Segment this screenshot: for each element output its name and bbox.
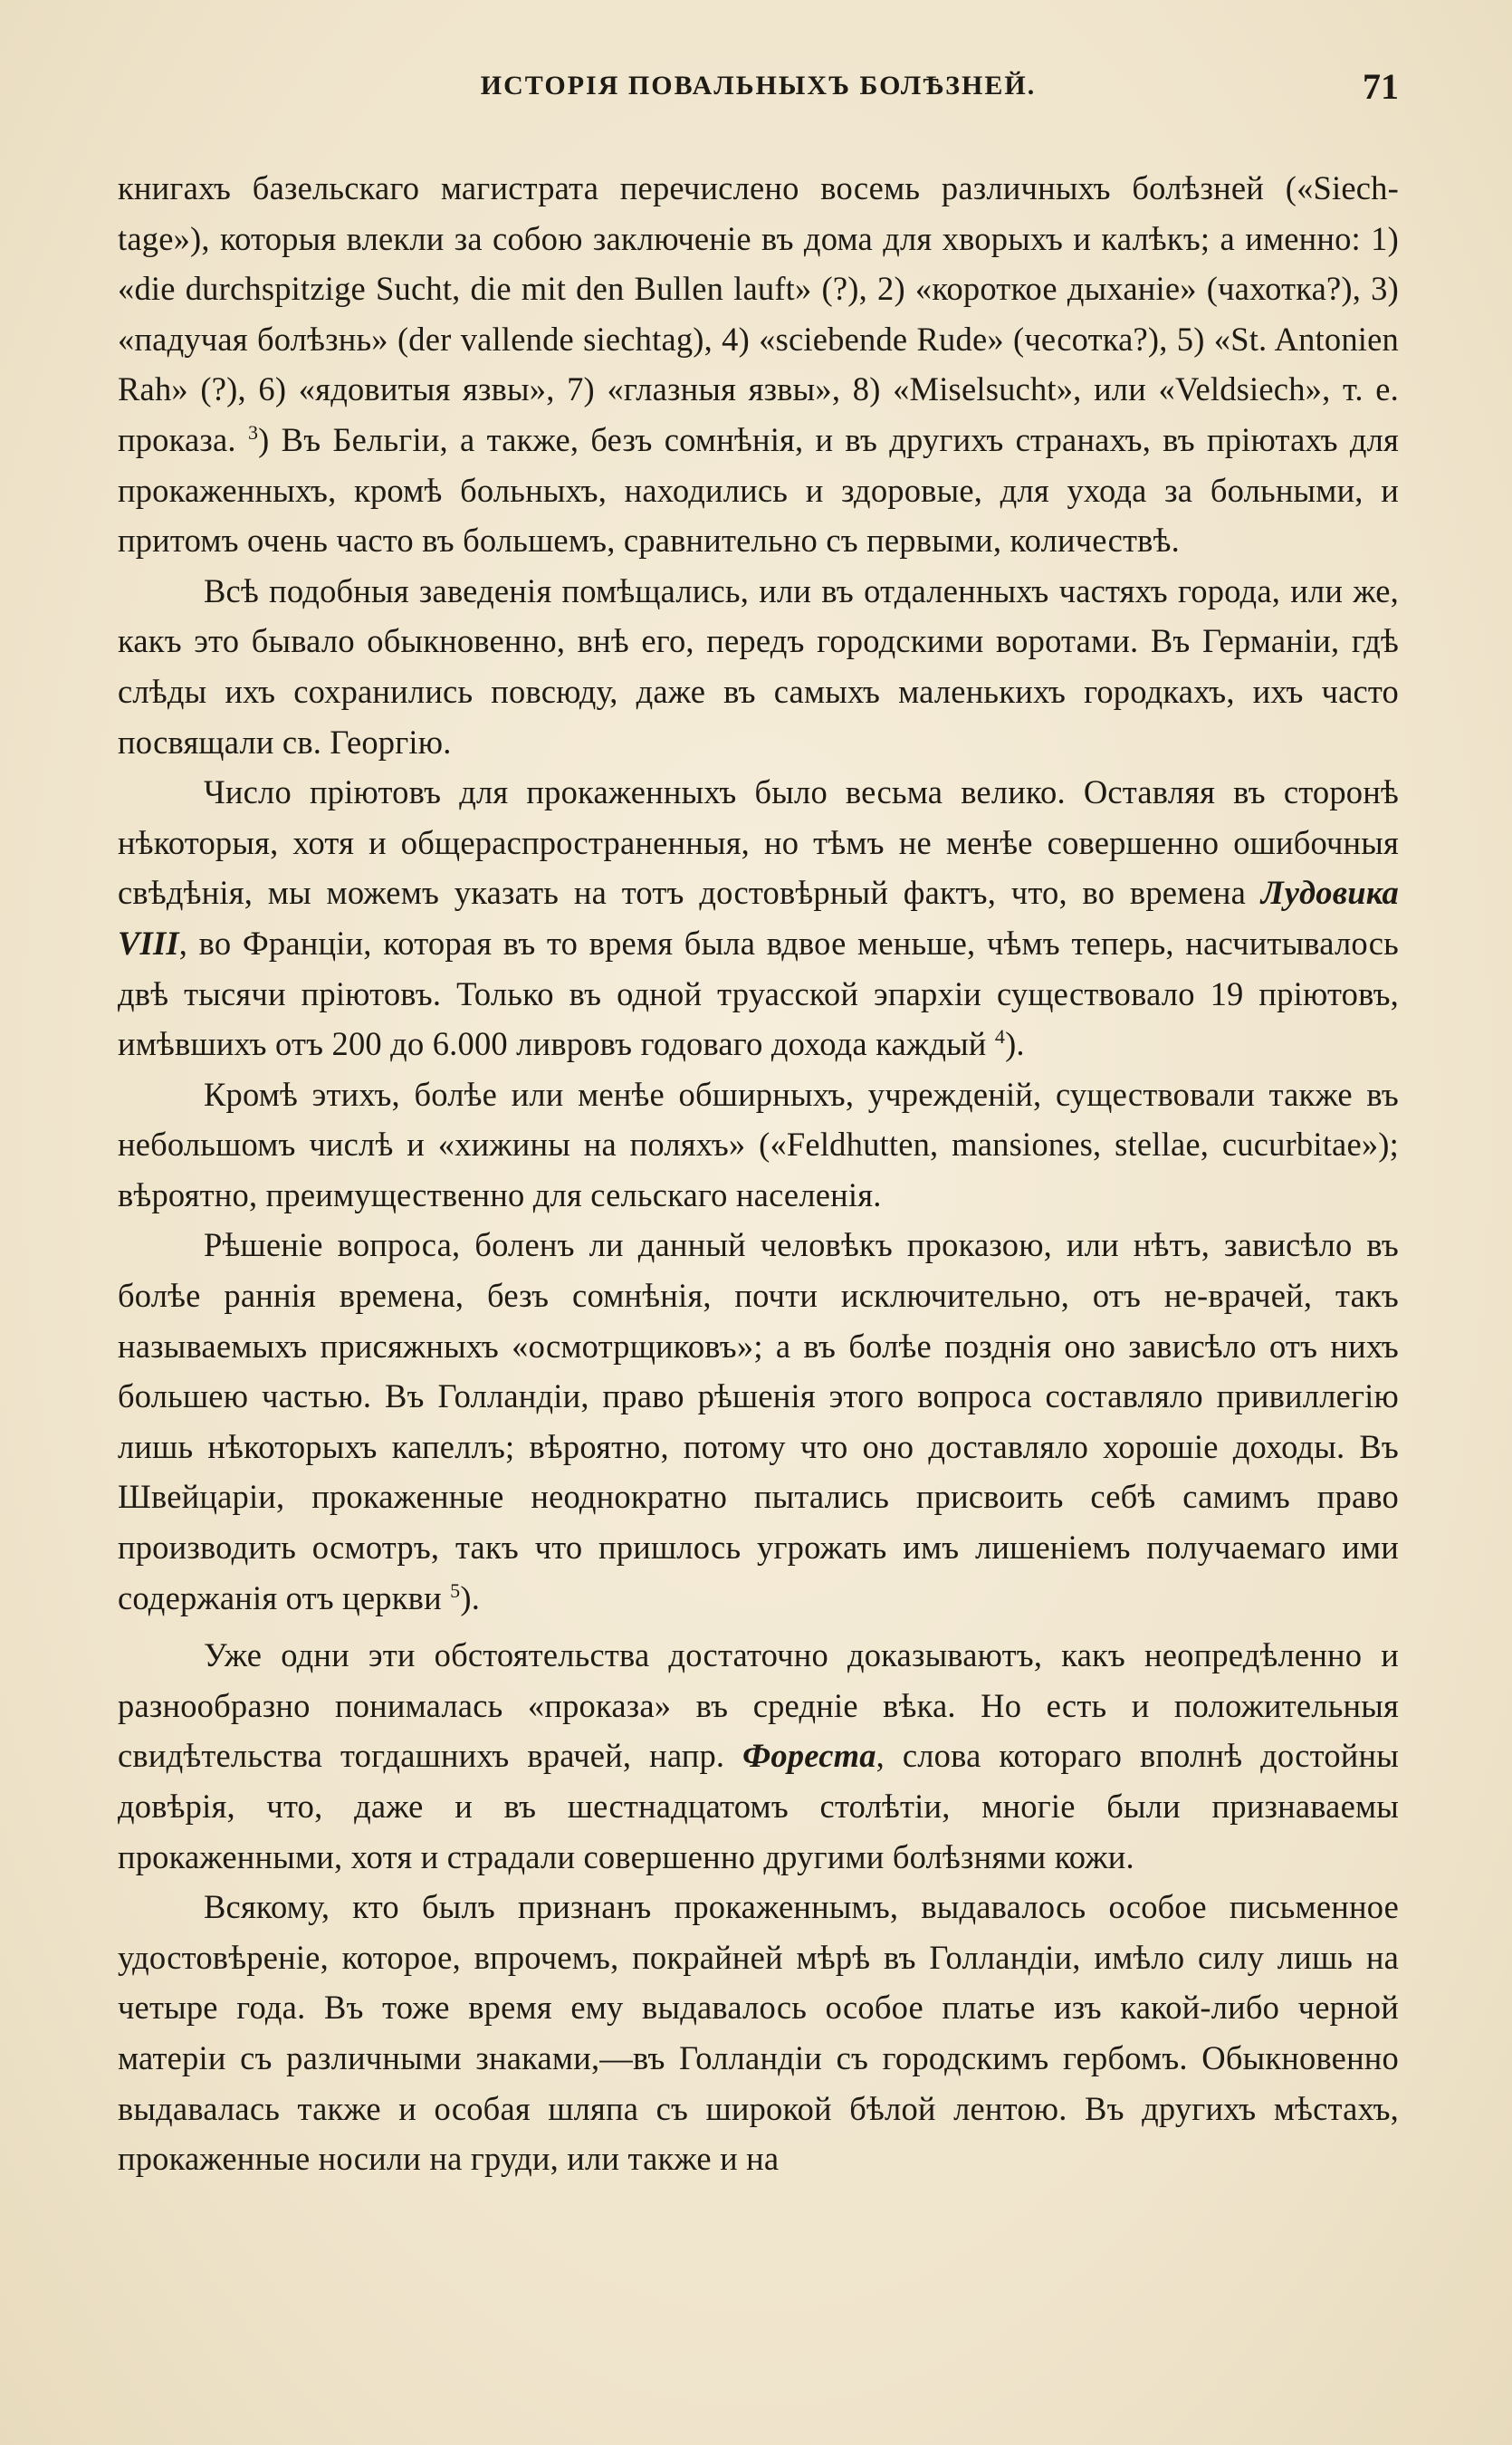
page-number: 71: [1363, 66, 1399, 107]
paragraph-4: [118, 1069, 1399, 1221]
paragraph-5: [118, 1220, 1399, 1623]
body-text: [118, 163, 1399, 2184]
paragraph-text: Уже одни эти обстоятельства достаточно доказываютъ, какъ неопредѣленно и разнообразно понималась «проказа» въ средніе вѣка. Но есть и положительныя свидѣтельства тогдашнихъ врачей, напр.: [118, 1636, 1399, 1775]
paragraph-text: , слова котораго вполнѣ достойны довѣрія, что, даже и въ шестнадцатомъ столѣтіи, многіе были признаваемы прокаженными, хотя и страдали совершенно другими болѣзнями кожи.: [118, 1737, 1399, 1875]
footnote-ref: 5: [450, 1578, 461, 1602]
paragraph-text: ) Въ Бельгіи, а также, безъ сомнѣнія, и въ другихъ странахъ, въ пріютахъ для прокаженныхъ, кромѣ больныхъ, находились и здоровые, для ухода за больными, и притомъ очень часто въ большемъ, сравнительно съ первыми, количествѣ.: [118, 420, 1399, 560]
paragraph-text: Всякому, кто былъ признанъ прокаженнымъ, выдавалось особое письменное удостовѣреніе, которое, впрочемъ, покрайней мѣрѣ въ Голландіи, имѣло силу лишь на четыре года. Въ тоже время ему выдавалось особое платье изъ какой-либо черной матеріи съ различными знаками,—въ Голландіи съ городскимъ гербомъ. Обыкновенно выдавалась также и особая шляпа съ широкой бѣлой лентою. Въ другихъ мѣстахъ, прокаженные носили на груди, или также и на: [118, 1888, 1399, 2178]
page-header: [118, 66, 1399, 116]
paragraph-6: [118, 1630, 1399, 1882]
running-title: ИСТОРІЯ ПОВАЛЬНЫХЪ БОЛѢЗНЕЙ.: [480, 71, 1037, 101]
paragraph-text: ).: [460, 1578, 481, 1616]
paragraph-text: , во Франціи, которая въ то время была вдвое меньше, чѣмъ теперь, насчитывалось двѣ тысячи пріютовъ. Только въ одной труасской эпархіи существовало 19 пріютовъ, имѣвшихъ отъ 200 до 6.000 ливровъ годоваго дохода каждый: [118, 924, 1399, 1063]
footnote-ref: 3: [247, 420, 259, 444]
paragraph-text: Число пріютовъ для прокаженныхъ было весьма велико. Оставляя въ сторонѣ нѣкоторыя, хотя и общераспространенныя, но тѣмъ не менѣе совершенно ошибочныя свѣдѣнія, мы можемъ указать на тотъ достовѣрный фактъ, что, во времена: [118, 773, 1399, 912]
person-name: Лудовика VIII: [118, 874, 1399, 962]
paragraph-1: [118, 163, 1399, 566]
paragraph-text: Рѣшеніе вопроса, боленъ ли данный человѣкъ проказою, или нѣтъ, зависѣло въ болѣе раннія времена, безъ сомнѣнія, почти исключительно, отъ не-врачей, такъ называемыхъ присяжныхъ «осмотрщиковъ»; а въ болѣе позднія оно зависѣло отъ нихъ большею частью. Въ Голландіи, право рѣшенія этого вопроса составляло привиллегію лишь нѣкоторыхъ капеллъ; вѣроятно, потому что оно доставляло хорошіе доходы. Въ Швейцаріи, прокаженные неоднократно пытались присвоить себѣ самимъ право производить осмотръ, такъ что пришлось угрожать имъ лишеніемъ получаемаго ими содержанія отъ церкви: [118, 1226, 1399, 1616]
paragraph-text: книгахъ базельскаго магистрата перечислено восемь различныхъ болѣзней («Siech-tage»), которыя влекли за собою заключеніе въ дома для хворыхъ и калѣкъ; а именно: 1) «die durchspitzige Sucht, die mit den Bullen lauft» (?), 2) «короткое дыханіе» (чахотка?), 3) «падучая болѣзнь» (der vallende siechtag), 4) «sciebende Rude» (чесотка?), 5) «St. Antonien Rah» (?), 6) «ядовитыя язвы», 7) «глазныя язвы», 8) «Miselsucht», или «Veldsiech», т. е. проказа.: [118, 169, 1399, 458]
paragraph-3: [118, 767, 1399, 1069]
paragraph-7: [118, 1882, 1399, 2184]
paragraph-text: Всѣ подобныя заведенія помѣщались, или въ отдаленныхъ частяхъ города, или же, какъ это бывало обыкновенно, внѣ его, передъ городскими воротами. Въ Германіи, гдѣ слѣды ихъ сохранились повсюду, даже въ самыхъ маленькихъ городкахъ, ихъ часто посвящали св. Георгію.: [118, 571, 1399, 761]
person-name: Фореста: [742, 1737, 876, 1775]
footnote-ref: 4: [994, 1024, 1006, 1048]
paragraph-2: [118, 566, 1399, 767]
paragraph-text: Кромѣ этихъ, болѣе или менѣе обширныхъ, учрежденій, существовали также въ небольшомъ числѣ и «хижины на поляхъ» («Feldhutten, mansiones, stellae, cucurbitae»); вѣроятно, преимущественно для сельскаго населенія.: [118, 1075, 1399, 1213]
paragraph-text: ).: [1005, 1025, 1025, 1063]
